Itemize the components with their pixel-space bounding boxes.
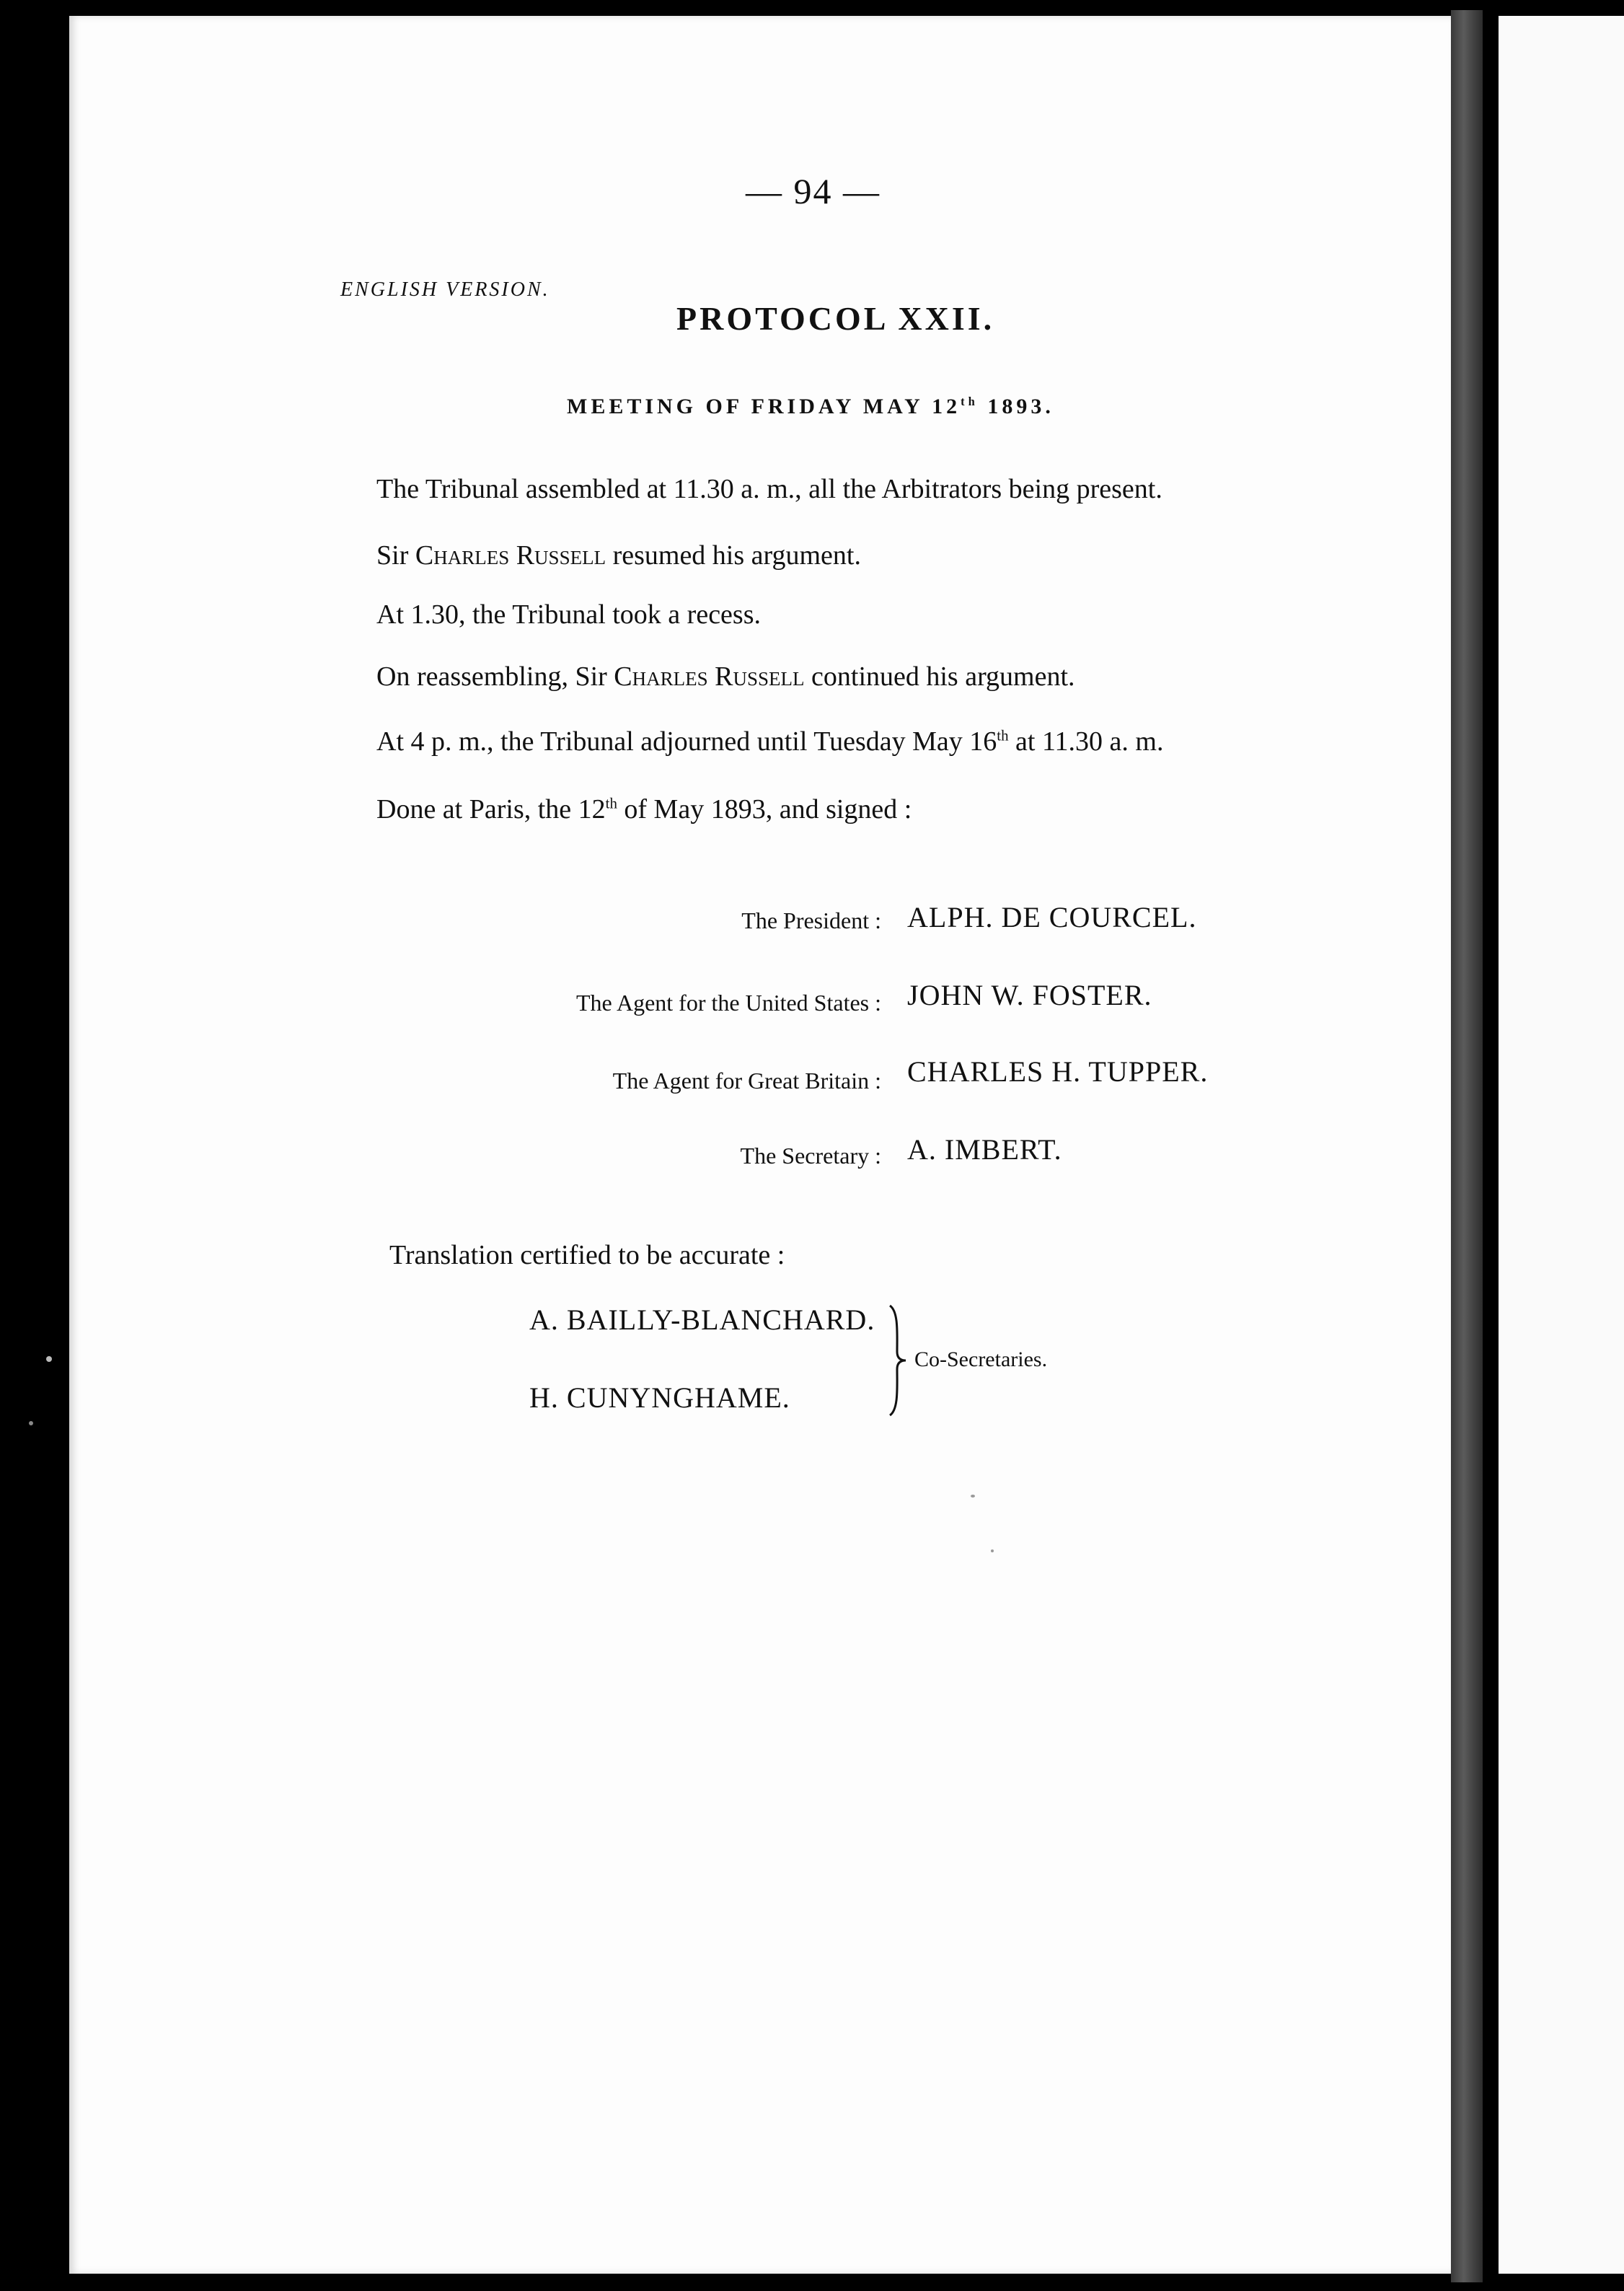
certification-line: Translation certified to be accurate : bbox=[389, 1240, 785, 1270]
paragraph-adjourned bbox=[376, 726, 1163, 757]
signature-label-secretary: The Secretary : bbox=[740, 1143, 881, 1169]
signature-label-us-agent: The Agent for the United States : bbox=[575, 990, 881, 1016]
paragraph-resumed bbox=[376, 540, 861, 571]
signature-name-secretary: A. IMBERT. bbox=[907, 1133, 1062, 1166]
protocol-title: PROTOCOL XXII. bbox=[676, 300, 995, 337]
facing-page-edge bbox=[1499, 16, 1624, 2274]
signature-name-president: ALPH. DE COURCEL. bbox=[907, 901, 1197, 933]
subtitle-sup: th bbox=[961, 395, 979, 408]
paragraph-recess: At 1.30, the Tribunal took a recess. bbox=[376, 599, 762, 630]
p4-name: Charles Russell bbox=[614, 661, 805, 692]
p5-sup: th bbox=[997, 726, 1009, 744]
p5-b: at 11.30 a. m. bbox=[1008, 726, 1164, 757]
p4-a: On reassembling, Sir bbox=[376, 661, 614, 692]
page-number: — 94 — bbox=[746, 171, 881, 211]
p6-b: of May 1893, and signed : bbox=[617, 794, 912, 825]
brace-icon bbox=[887, 1304, 909, 1417]
paragraph-assembled: The Tribunal assembled at 11.30 a. m., all the Arbitrators being present. bbox=[376, 474, 1162, 504]
signature-label-gb-agent: The Agent for Great Britain : bbox=[612, 1068, 881, 1094]
p6-sup: th bbox=[605, 794, 617, 812]
p2-b: resumed his argument. bbox=[606, 540, 861, 571]
scan-speck bbox=[46, 1356, 52, 1362]
signature-name-gb-agent: CHARLES H. TUPPER. bbox=[907, 1055, 1209, 1088]
co-secretary-name: A. BAILLY-BLANCHARD. bbox=[529, 1303, 875, 1336]
co-secretaries-label: Co-Secretaries. bbox=[914, 1347, 1048, 1371]
paper-speck bbox=[971, 1495, 975, 1498]
version-label: ENGLISH VERSION. bbox=[340, 278, 550, 301]
signature-label-president: The President : bbox=[741, 907, 881, 933]
book-spine bbox=[1451, 10, 1483, 2282]
subtitle-year: 1893. bbox=[978, 395, 1054, 418]
p4-b: continued his argument. bbox=[804, 661, 1075, 692]
paragraph-reassembling bbox=[376, 661, 1075, 692]
co-secretary-name: H. CUNYNGHAME. bbox=[529, 1381, 790, 1414]
signature-name-us-agent: JOHN W. FOSTER. bbox=[907, 979, 1152, 1011]
paper-speck bbox=[991, 1549, 994, 1552]
meeting-subtitle bbox=[567, 395, 1054, 419]
subtitle-text: MEETING OF FRIDAY MAY 12 bbox=[567, 395, 961, 418]
p6-a: Done at Paris, the 12 bbox=[376, 794, 606, 825]
paragraph-done-at-paris bbox=[376, 793, 912, 825]
scan-speck bbox=[29, 1421, 33, 1425]
p2-name: Charles Russell bbox=[415, 540, 606, 571]
p2-a: Sir bbox=[376, 540, 415, 571]
p5-a: At 4 p. m., the Tribunal adjourned until Tuesday May 16 bbox=[376, 726, 997, 757]
